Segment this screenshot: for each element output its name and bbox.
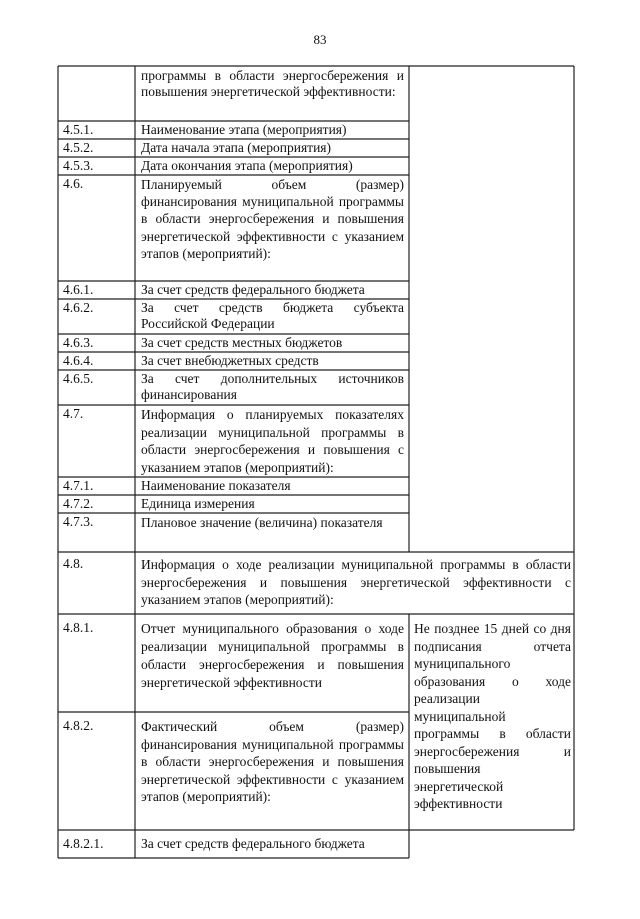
row-11-num: 4.7.1. bbox=[63, 478, 94, 493]
row-482-num: 4.8.2. bbox=[63, 718, 94, 733]
row-1-text: Наименование этапа (мероприятия) bbox=[141, 122, 347, 137]
row-13-num: 4.7.3. bbox=[63, 514, 94, 529]
row-4-num: 4.6. bbox=[63, 176, 84, 191]
row-48-num: 4.8. bbox=[63, 556, 84, 571]
row-4-text: Планируемый объем (размер) финансирования муниципальной программы в области энергосбережения и повышения энергетической эффективности с указанием этапов (мероприятий): bbox=[141, 177, 404, 261]
row-2-text: Дата начала этапа (мероприятия) bbox=[141, 140, 331, 155]
row-2-num: 4.5.2. bbox=[63, 140, 94, 155]
page-number: 83 bbox=[313, 32, 327, 47]
row-10-num: 4.7. bbox=[63, 406, 84, 421]
row-7-num: 4.6.3. bbox=[63, 335, 94, 350]
row-3-num: 4.5.3. bbox=[63, 158, 94, 173]
row-4821-num: 4.8.2.1. bbox=[63, 836, 104, 851]
row-481-num: 4.8.1. bbox=[63, 620, 94, 635]
row-482-text: Фактический объем (размер) финансирования муниципальной программы в области энергосбережения и повышения энергетической эффективности с указанием этапов (мероприятий): bbox=[141, 719, 404, 804]
row-1-num: 4.5.1. bbox=[63, 122, 94, 137]
row-10-text: Информация о планируемых показателях реализации муниципальной программы в области энергосбережения и повышения с указанием этапов (мероприятий): bbox=[141, 407, 404, 475]
row-4821-text: За счет средств федерального бюджета bbox=[141, 836, 365, 851]
row-481-text: Отчет муниципального образования о ходе реализации муниципальной программы в области энергосбережения и повышения энергетической эффективности bbox=[141, 621, 404, 690]
row-48-text: Информация о ходе реализации муниципальной программы в области энергосбережения и повышения энергетической эффективности с указанием этапов (мероприятий): bbox=[141, 557, 571, 607]
deadline-note: Не позднее 15 дней со дня подписания отчета муниципального образования о ходе реализации муниципальной программы в области энергосбережения и повышения энергетической эффективности bbox=[414, 621, 571, 811]
row-12-num: 4.7.2. bbox=[63, 496, 94, 511]
row-13-text: Плановое значение (величина) показателя bbox=[141, 515, 383, 530]
row-8-num: 4.6.4. bbox=[63, 353, 94, 368]
row-0-text: программы в области энергосбережения и повышения энергетической эффективности: bbox=[141, 68, 404, 99]
row-6-num: 4.6.2. bbox=[63, 300, 94, 315]
row-5-num: 4.6.1. bbox=[63, 282, 94, 297]
row-9-text: За счет дополнительных источников финансирования bbox=[141, 371, 404, 402]
row-11-text: Наименование показателя bbox=[141, 478, 291, 493]
row-3-text: Дата окончания этапа (мероприятия) bbox=[141, 158, 353, 173]
row-12-text: Единица измерения bbox=[141, 496, 255, 511]
row-7-text: За счет средств местных бюджетов bbox=[141, 335, 343, 350]
row-6-text: За счет средств бюджета субъекта Российской Федерации bbox=[141, 300, 404, 331]
row-8-text: За счет внебюджетных средств bbox=[141, 353, 319, 368]
row-5-text: За счет средств федерального бюджета bbox=[141, 282, 365, 297]
row-9-num: 4.6.5. bbox=[63, 371, 94, 386]
